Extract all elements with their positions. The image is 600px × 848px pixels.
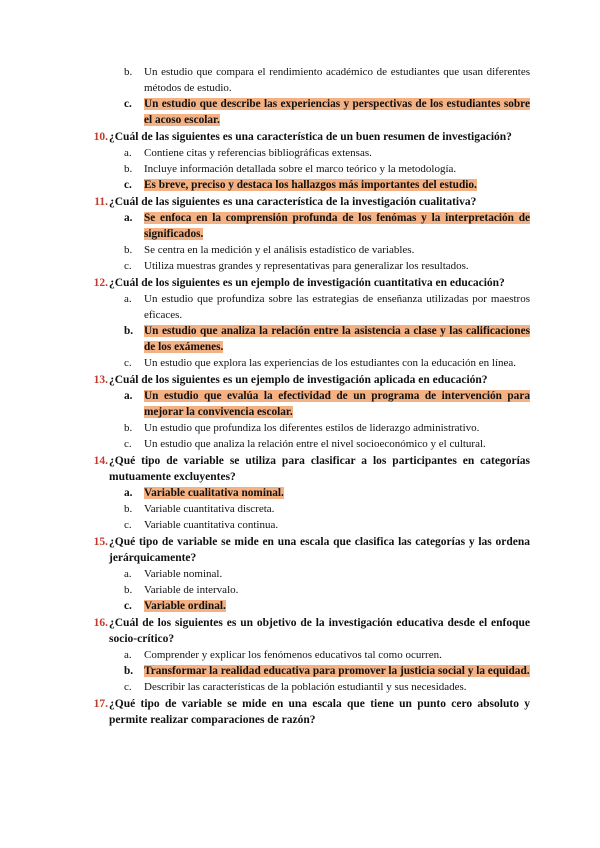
option-text: Un estudio que explora las experiencias de los estudiantes con la educación en línea.: [144, 357, 517, 369]
answer-option: [124, 64, 530, 96]
option-text-wrap: [144, 177, 530, 193]
option-text-wrap: [144, 582, 530, 598]
question-text: ¿Qué tipo de variable se utiliza para clasificar a los participantes en categorías mutuamente excluyentes?: [109, 455, 530, 483]
option-text: Un estudio que profundiza los diferentes estilos de liderazgo administrativo.: [144, 422, 480, 434]
highlighted-answer-text: Es breve, preciso y destaca los hallazgos más importantes del estudio.: [144, 179, 477, 191]
option-text: Incluye información detallada sobre el marco teórico y la metodología.: [144, 163, 457, 175]
highlighted-answer-text: Transformar la realidad educativa para promover la justicia social y la equidad.: [144, 665, 530, 677]
highlighted-answer-text: Un estudio que describe las experiencias y perspectivas de los estudiantes sobre el acoso escolar.: [144, 98, 530, 126]
question-item: [88, 453, 530, 485]
option-text: Comprender y explicar los fenómenos educativos tal como ocurren.: [144, 649, 442, 661]
question-number: 16.: [93, 617, 108, 629]
option-letter: b.: [124, 66, 133, 78]
highlighted-answer-text: Un estudio que evalúa la efectividad de un programa de intervención para mejorar la convivencia escolar.: [144, 390, 530, 418]
answer-option: [124, 242, 530, 258]
option-letter: b.: [124, 422, 133, 434]
option-text-wrap: [144, 598, 530, 614]
question-text: ¿Cuál de las siguientes es una característica de un buen resumen de investigación?: [109, 131, 512, 143]
highlighted-answer-text: Un estudio que analiza la relación entre la asistencia a clase y las calificaciones de los exámenes.: [144, 325, 530, 353]
answer-option-correct: [124, 663, 530, 679]
answer-option-correct: [124, 210, 530, 242]
option-text-wrap: [144, 647, 530, 663]
option-text: Se centra en la medición y el análisis estadístico de variables.: [144, 244, 415, 256]
answer-option: [124, 355, 530, 371]
option-text-wrap: [144, 96, 530, 128]
option-letter: a.: [124, 390, 133, 402]
option-letter: b.: [124, 503, 133, 515]
answer-option: [124, 291, 530, 323]
option-text-wrap: [144, 258, 530, 274]
option-letter: b.: [124, 584, 133, 596]
option-text: Un estudio que analiza la relación entre el nivel socioeconómico y el cultural.: [144, 438, 486, 450]
question-number: 10.: [93, 131, 108, 143]
question-text: ¿Cuál de los siguientes es un ejemplo de investigación aplicada en educación?: [109, 374, 488, 386]
question-number: 11.: [94, 196, 108, 208]
question-number: 12.: [93, 277, 108, 289]
highlighted-answer-text: Variable cualitativa nominal.: [144, 487, 284, 499]
option-text: Variable de intervalo.: [144, 584, 239, 596]
option-text-wrap: [144, 436, 530, 452]
answer-option-correct: [124, 96, 530, 128]
option-text: Variable nominal.: [144, 568, 223, 580]
question-item: [88, 615, 530, 647]
answer-option: [124, 501, 530, 517]
option-text-wrap: [144, 291, 530, 323]
highlighted-answer-text: Se enfoca en la comprensión profunda de los fenómas y la interpretación de significados.: [144, 212, 530, 240]
answer-option-correct: [124, 323, 530, 355]
question-number: 14.: [93, 455, 108, 467]
answer-option-correct: [124, 598, 530, 614]
answer-option: [124, 161, 530, 177]
option-letter: c.: [124, 438, 132, 450]
option-text-wrap: [144, 420, 530, 436]
option-text-wrap: [144, 679, 530, 695]
question-text: ¿Cuál de las siguientes es una característica de la investigación cualitativa?: [109, 196, 477, 208]
option-letter: c.: [124, 600, 132, 612]
option-letter: c.: [124, 519, 132, 531]
question-item: [88, 194, 530, 210]
answer-option-correct: [124, 485, 530, 501]
option-text: Utiliza muestras grandes y representativas para generalizar los resultados.: [144, 260, 469, 272]
answer-option-correct: [124, 177, 530, 193]
answer-option-correct: [124, 388, 530, 420]
option-letter: c.: [124, 681, 132, 693]
option-text-wrap: [144, 663, 530, 679]
answer-option: [124, 145, 530, 161]
answer-option: [124, 679, 530, 695]
option-text: Un estudio que compara el rendimiento académico de estudiantes que usan diferentes métodos de estudio.: [144, 66, 530, 94]
answer-option: [124, 647, 530, 663]
option-letter: a.: [124, 147, 132, 159]
option-text-wrap: [144, 161, 530, 177]
question-item: [88, 129, 530, 145]
option-text-wrap: [144, 64, 530, 96]
option-text: Variable cuantitativa continua.: [144, 519, 279, 531]
answer-option: [124, 258, 530, 274]
option-letter: c.: [124, 357, 132, 369]
option-text-wrap: [144, 355, 530, 371]
question-number: 13.: [93, 374, 108, 386]
option-text-wrap: [144, 517, 530, 533]
option-text-wrap: [144, 566, 530, 582]
option-text-wrap: [144, 242, 530, 258]
option-text-wrap: [144, 323, 530, 355]
option-text-wrap: [144, 485, 530, 501]
option-letter: b.: [124, 325, 134, 337]
option-letter: a.: [124, 293, 132, 305]
option-letter: a.: [124, 649, 132, 661]
answer-option: [124, 566, 530, 582]
option-text-wrap: [144, 145, 530, 161]
option-text-wrap: [144, 210, 530, 242]
question-text: ¿Qué tipo de variable se mide en una escala que clasifica las categorías y las ordena jerárquicamente?: [109, 536, 530, 564]
option-letter: a.: [124, 212, 133, 224]
question-item: [88, 534, 530, 566]
question-text: ¿Cuál de los siguientes es un ejemplo de investigación cuantitativa en educación?: [109, 277, 505, 289]
option-letter: b.: [124, 244, 133, 256]
option-text: Contiene citas y referencias bibliográficas extensas.: [144, 147, 372, 159]
answer-option: [124, 517, 530, 533]
answer-option: [124, 436, 530, 452]
option-text-wrap: [144, 388, 530, 420]
option-text-wrap: [144, 501, 530, 517]
option-letter: a.: [124, 487, 133, 499]
option-letter: c.: [124, 98, 132, 110]
option-text: Un estudio que profundiza sobre las estrategias de enseñanza utilizadas por maestros eficaces.: [144, 293, 530, 321]
option-letter: b.: [124, 665, 134, 677]
answer-option: [124, 420, 530, 436]
highlighted-answer-text: Variable ordinal.: [144, 600, 226, 612]
question-number: 17.: [93, 698, 108, 710]
question-text: ¿Qué tipo de variable se mide en una escala que tiene un punto cero absoluto y permite realizar comparaciones de razón?: [109, 698, 530, 726]
question-item: [88, 372, 530, 388]
option-text: Describir las características de la población estudiantil y sus necesidades.: [144, 681, 467, 693]
answer-option: [124, 582, 530, 598]
option-letter: c.: [124, 260, 132, 272]
option-letter: c.: [124, 179, 132, 191]
question-item: [88, 275, 530, 291]
quiz-content: [88, 64, 530, 728]
option-letter: a.: [124, 568, 132, 580]
option-text: Variable cuantitativa discreta.: [144, 503, 275, 515]
option-letter: b.: [124, 163, 133, 175]
question-item: [88, 696, 530, 728]
question-text: ¿Cuál de los siguientes es un objetivo de la investigación educativa desde el enfoque socio-crítico?: [109, 617, 530, 645]
question-number: 15.: [93, 536, 108, 548]
